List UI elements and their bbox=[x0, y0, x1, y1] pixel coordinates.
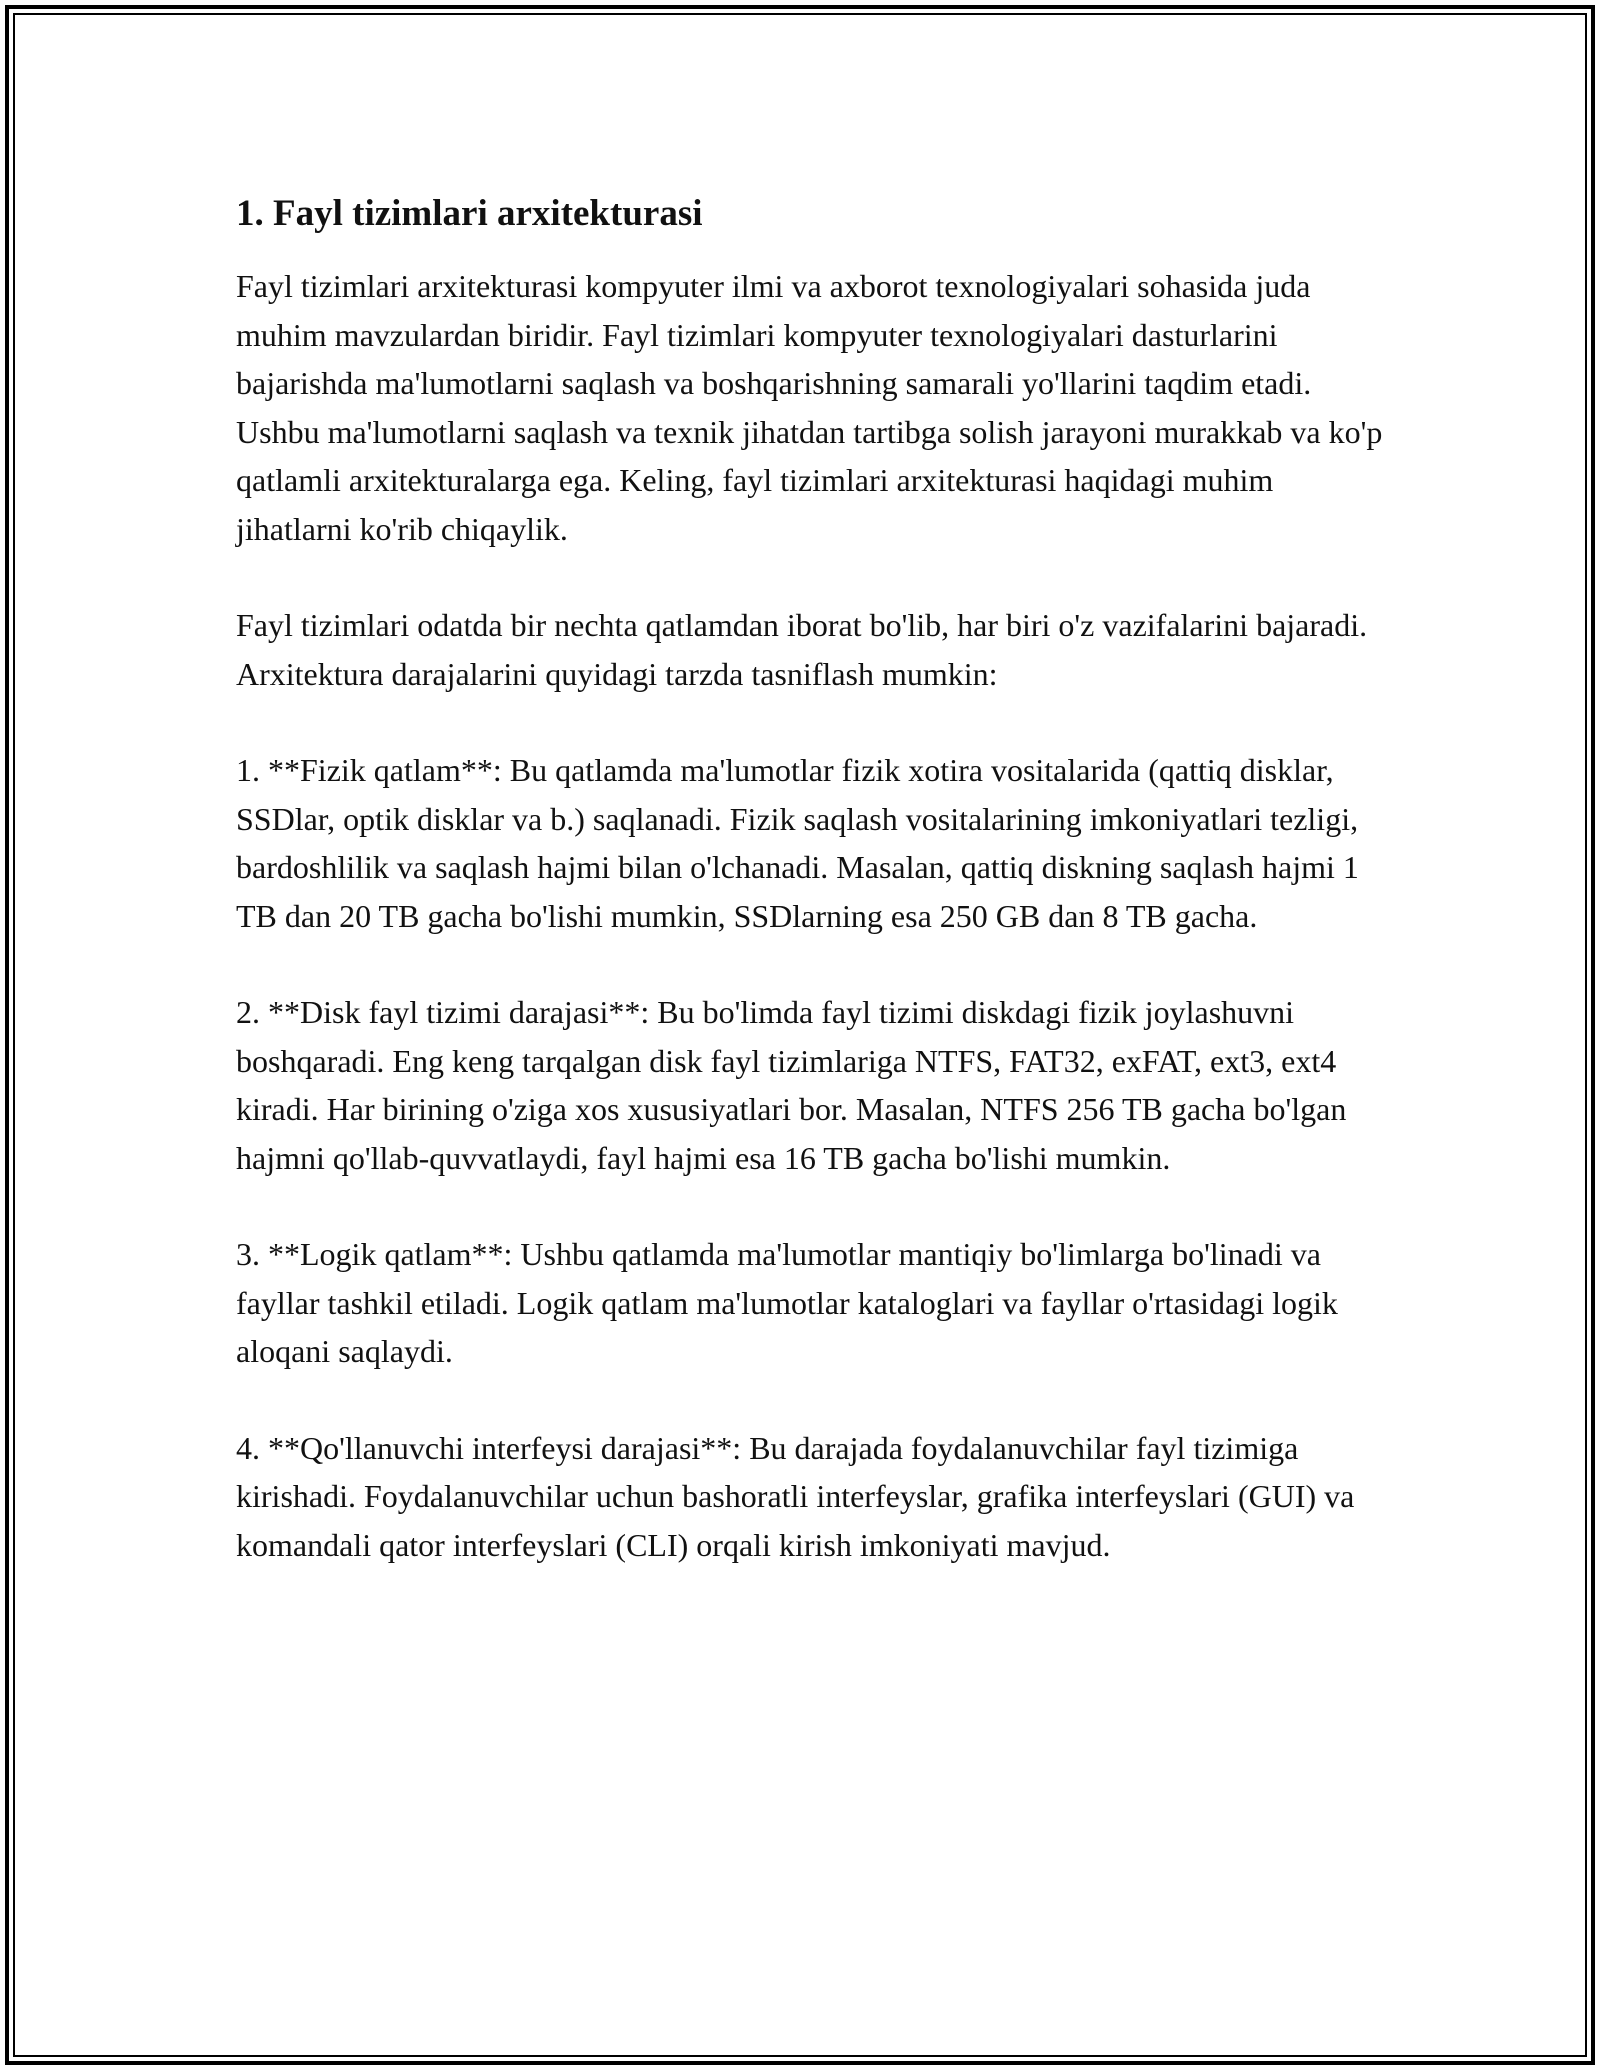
paragraph-logical-layer: 3. **Logik qatlam**: Ushbu qatlamda ma'lumotlar mantiqiy bo'limlarga bo'linadi va fayllar tashkil etiladi. Logik qatlam ma'lumotlar kataloglari va fayllar o'rtasidagi logik aloqani saqlaydi. bbox=[236, 1236, 1338, 1369]
paragraph-disk-filesystem-level: 2. **Disk fayl tizimi darajasi**: Bu bo'limda fayl tizimi diskdagi fizik joylashuvni boshqaradi. Eng keng tarqalgan disk fayl tizimlariga NTFS, FAT32, exFAT, ext3, ext4 kiradi. Har birining o'ziga xos xususiyatlari bor. Masalan, NTFS 256 TB gacha bo'lgan hajmni qo'llab-quvvatlaydi, fayl hajmi esa 16 TB gacha bo'lishi mumkin. bbox=[236, 994, 1347, 1176]
paragraph-user-interface-level: 4. **Qo'llanuvchi interfeysi darajasi**: Bu darajada foydalanuvchilar fayl tizimiga kirishadi. Foydalanuvchilar uchun bashoratli interfeyslar, grafika interfeyslari (GUI) va komandali qator interfeyslari (CLI) orqali kirish imkoniyati mavjud. bbox=[236, 1429, 1355, 1563]
paragraph-intro: Fayl tizimlari arxitekturasi kompyuter ilmi va axborot texnologiyalari sohasida juda muhim mavzulardan biridir. Fayl tizimlari kompyuter texnologiyalari dasturlarini bajarishda ma'lumotlarni saqlash va boshqarishning samarali yo'llarini taqdim etadi. Ushbu ma'lumotlarni saqlash va texnik jihatdan tartibga solish jarayoni murakkab va ko'p qatlamli arxitekturalarga ega. Keling, fayl tizimlari arxitekturasi haqidagi muhim jihatlarni ko'rib chiqaylik. bbox=[236, 268, 1383, 547]
paragraph-layers-overview: Fayl tizimlari odatda bir nechta qatlamdan iborat bo'lib, har biri o'z vazifalarini bajaradi. Arxitektura darajalarini quyidagi tarzda tasniflash mumkin: bbox=[236, 607, 1368, 692]
document-body bbox=[236, 190, 1396, 1617]
paragraph-physical-layer: 1. **Fizik qatlam**: Bu qatlamda ma'lumotlar fizik xotira vositalarida (qattiq disklar, SSDlar, optik disklar va b.) saqlanadi. Fizik saqlash vositalarining imkoniyatlari tezligi, bardoshlilik va saqlash hajmi bilan o'lchanadi. Masalan, qattiq diskning saqlash hajmi 1 TB dan 20 TB gacha bo'lishi mumkin, SSDlarning esa 250 GB dan 8 TB gacha. bbox=[236, 752, 1359, 934]
section-heading: 1. Fayl tizimlari arxitekturasi bbox=[236, 193, 703, 234]
